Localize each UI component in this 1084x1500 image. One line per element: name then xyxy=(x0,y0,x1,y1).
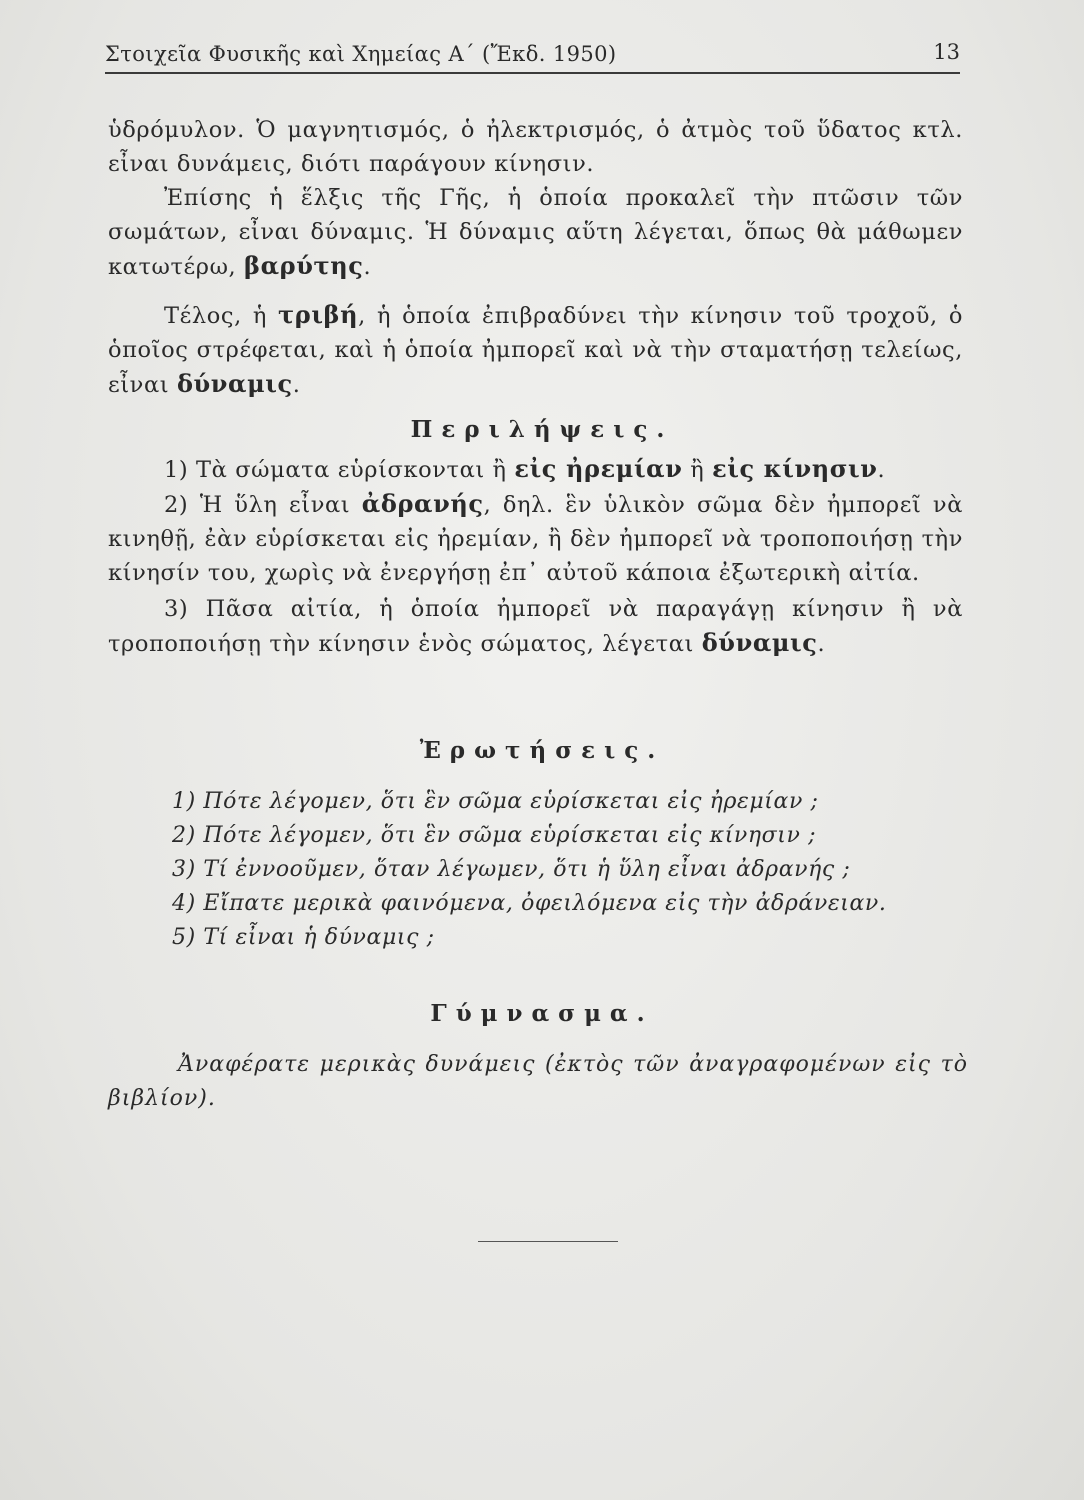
page-number: 13 xyxy=(933,40,960,64)
summary-item-1 xyxy=(108,452,963,487)
term-force-definition: δύναμις xyxy=(701,628,818,657)
intro-paragraph-1: ὑδρόμυλον. Ὁ μαγνητισμός, ὁ ἠλεκτρισμός, ὁ ἀτμὸς τοῦ ὕδατος κτλ. εἶναι δυνάμεις, διότι παράγουν κίνησιν. xyxy=(108,117,963,177)
intro-paragraph-3 xyxy=(108,298,963,402)
question-item: 5) Τί εἶναι ἡ δύναμις ; xyxy=(172,925,435,950)
end-rule xyxy=(478,1241,618,1242)
intro-p3-text: Τέλος, ἡ xyxy=(164,303,279,329)
intro-p3-text-b: , ἡ ὁποία ἐπιβραδύνει τὴν κίνησιν τοῦ τροχοῦ, ὁ ὁποῖος στρέφεται, καὶ ἡ ὁποία ἠμπορεῖ καὶ νὰ τὴν σταματήσῃ τελείως, εἶναι xyxy=(108,303,963,398)
summary-heading: Περιλήψεις. xyxy=(410,416,674,443)
summary-item-2-text-b: , δηλ. ἓν ὑλικὸν σῶμα δὲν ἠμπορεῖ νὰ κινηθῇ, ἐὰν εὑρίσκεται εἰς ἠρεμίαν, ἢ δὲν ἠμπορεῖ νὰ τροποποιήσῃ τὴν κίνησίν του, χωρὶς νὰ ἐνεργήσῃ ἐπ᾽ αὐτοῦ κάποια ἐξωτερικὴ αἰτία. xyxy=(108,492,963,586)
summary-item-1-text: 1) Τὰ σώματα εὑρίσκονται ἢ xyxy=(164,457,515,483)
questions-list xyxy=(172,785,972,955)
summary-item-2 xyxy=(108,487,963,590)
summary-list xyxy=(108,452,963,661)
summary-item-1-end: . xyxy=(877,457,886,483)
term-inert: ἀδρανής xyxy=(361,489,484,518)
exercise-heading: Γύμνασμα. xyxy=(430,1000,654,1027)
question-item: 4) Εἴπατε μερικὰ φαινόμενα, ὀφειλόμενα εἰς τὴν ἀδράνειαν. xyxy=(172,891,887,916)
term-gravity: βαρύτης xyxy=(244,251,364,280)
summary-item-3-text: 3) Πᾶσα αἰτία, ἡ ὁποία ἠμπορεῖ νὰ παραγάγῃ κίνησιν ἢ νὰ τροποποιήσῃ τὴν κίνησιν ἑνὸς σώματος, λέγεται xyxy=(108,596,963,657)
summary-item-1-or: ἢ xyxy=(682,457,713,483)
page-header xyxy=(105,40,960,74)
summary-item-2-text: 2) Ἡ ὕλη εἶναι xyxy=(164,492,362,518)
question-item: 3) Τί ἐννοοῦμεν, ὅταν λέγωμεν, ὅτι ἡ ὕλη εἶναι ἀδρανής ; xyxy=(172,857,851,882)
intro-p2-end: . xyxy=(363,254,372,280)
questions-heading: Ἐρωτήσεις. xyxy=(419,737,665,764)
running-title: Στοιχεῖα Φυσικῆς καὶ Χημείας Α΄ (Ἔκδ. 1950) xyxy=(105,42,617,66)
question-item: 1) Πότε λέγομεν, ὅτι ἓν σῶμα εὑρίσκεται εἰς ἠρεμίαν ; xyxy=(172,789,819,814)
intro-p2-text: Ἐπίσης ἡ ἕλξις τῆς Γῆς, ἡ ὁποία προκαλεῖ τὴν πτῶσιν τῶν σωμάτων, εἶναι δύναμις. Ἡ δύναμις αὕτη λέγεται, ὅπως θὰ μάθωμεν κατωτέρω, xyxy=(108,185,963,280)
term-motion: εἰς κίνησιν xyxy=(712,454,878,483)
question-item: 2) Πότε λέγομεν, ὅτι ἓν σῶμα εὑρίσκεται εἰς κίνησιν ; xyxy=(172,823,817,848)
summary-item-3 xyxy=(108,592,963,661)
intro-p3-end: . xyxy=(292,372,301,398)
term-rest: εἰς ἠρεμίαν xyxy=(514,454,683,483)
exercise-text: Ἀναφέρατε μερικὰς δυνάμεις (ἐκτὸς τῶν ἀναγραφομένων εἰς τὸ βιβλίον). xyxy=(108,1052,968,1111)
summary-item-3-end: . xyxy=(817,631,826,657)
intro-text xyxy=(108,113,963,402)
intro-paragraph-2 xyxy=(108,181,963,284)
term-friction: τριβή xyxy=(278,300,359,329)
term-force: δύναμις xyxy=(176,369,293,398)
